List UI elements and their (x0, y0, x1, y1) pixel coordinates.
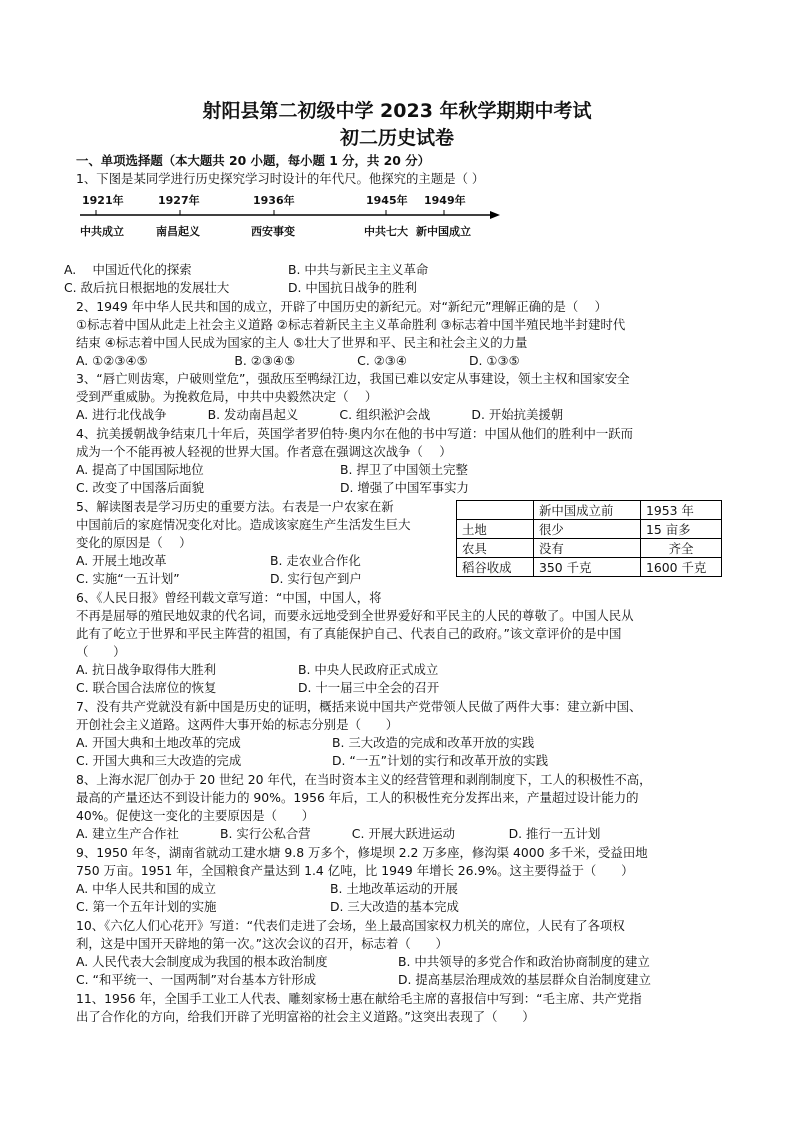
q5-option-a: A. 开展土地改革 (76, 553, 167, 568)
table-cell: 没有 (534, 539, 641, 558)
q8-line: 最高的产量还达不到设计能力的 90%。1956 年后，工人的积极性充分发挥出来，产量超过设计能力的 (76, 790, 639, 805)
table-cell: 15 亩多 (641, 520, 722, 539)
q6-line: 此有了屹立于世界和平民主阵营的祖国，有了真能保护自己、代表自己的政府。”该文章评价的是中国 (76, 626, 622, 641)
timeline-year: 1945年 (366, 194, 408, 207)
q1-option-c: C. 敌后抗日根据地的发展壮大 (64, 280, 230, 295)
timeline-year: 1949年 (424, 194, 466, 207)
q2-line: 2、1949 年中华人民共和国的成立，开辟了中国历史的新纪元。对“新纪元”理解正确的是（ ） (76, 299, 607, 314)
q1-option-b: B. 中共与新民主主义革命 (288, 262, 429, 277)
q4-option-b: B. 捍卫了中国领土完整 (340, 462, 468, 477)
table-cell: 1600 千克 (641, 558, 722, 577)
q3-line: 3、“唇亡则齿寒，户破则堂危”，强敌压至鸭绿江边，我国已难以安定从事建设，领土主权和国家安全 (76, 371, 630, 386)
q10-option-a: A. 人民代表大会制度成为我国的根本政治制度 (76, 954, 328, 969)
q11-line: 出了合作化的方向，给我们开辟了光明富裕的社会主义道路。”这突出表现了（ ） (76, 1009, 535, 1024)
timeline-event: 南昌起义 (156, 225, 200, 238)
q1-option-a: A. 中国近代化的探索 (64, 262, 192, 277)
q6-option-a: A. 抗日战争取得伟大胜利 (76, 662, 217, 677)
q4-option-a: A. 提高了中国国际地位 (76, 462, 204, 477)
exam-title: 射阳县第二初级中学 2023 年秋学期期中考试 (202, 100, 592, 122)
q5-option-d: D. 实行包产到户 (270, 571, 362, 586)
timeline-event: 新中国成立 (416, 225, 471, 238)
q9-option-d: D. 三大改造的基本完成 (330, 899, 459, 914)
q5-line: 中国前后的家庭情况变化对比。造成该家庭生产生活发生巨大 (76, 517, 411, 532)
q6-option-b: B. 中央人民政府正式成立 (298, 662, 439, 677)
table-cell: 齐全 (641, 539, 722, 558)
table-header-row (457, 501, 722, 520)
q2-line: ①标志着中国从此走上社会主义道路 ②标志着新民主主义革命胜利 ③标志着中国半殖民地半封建时代 (76, 317, 626, 332)
table-cell: 农具 (457, 539, 534, 558)
q10-option-c: C. “和平统一、一国两制”对台基本方针形成 (76, 972, 317, 987)
table-cell: 新中国成立前 (534, 501, 641, 520)
table-row (457, 520, 722, 539)
q8-options: A. 建立生产合作社 B. 实行公私合营 C. 开展大跃进运动 D. 推行一五计划 (76, 826, 601, 841)
q7-option-d: D. “一五”计划的实行和改革开放的实践 (332, 753, 549, 768)
q1-stem: 1、下图是某同学进行历史探究学习时设计的年代尺。他探究的主题是（ ） (76, 171, 485, 186)
q5-line: 变化的原因是（ ） (76, 535, 192, 550)
family-comparison-table (456, 500, 722, 577)
q2-line: 结束 ④标志着中国人民成为国家的主人 ⑤壮大了世界和平、民主和社会主义的力量 (76, 335, 528, 350)
q9-line: 9、1950 年冬，湖南省就动工建水塘 9.8 万多个，修堤坝 2.2 万多座，修沟渠 4000 多千米，受益田地 (76, 845, 648, 860)
q6-line: 6、《人民日报》曾经刊载文章写道：“中国，中国人，将 (76, 590, 382, 605)
table-cell: 很少 (534, 520, 641, 539)
timeline-event: 中共七大 (364, 225, 408, 238)
q7-line: 开创社会主义道路。这两件大事开始的标志分别是（ ） (76, 717, 399, 732)
table-cell: 稻谷收成 (457, 558, 534, 577)
q4-line: 4、抗美援朝战争结束几十年后，英国学者罗伯特·奥内尔在他的书中写道：中国从他们的胜利中一跃而 (76, 426, 634, 441)
q2-options: A. ①②③④⑤ B. ②③④⑤ C. ②③④ D. ①③⑤ (76, 353, 520, 368)
q10-option-d: D. 提高基层治理成效的基层群众自治制度建立 (398, 972, 651, 987)
table-cell (457, 501, 534, 520)
exam-subtitle: 初二历史试卷 (339, 127, 454, 149)
q9-option-a: A. 中华人民共和国的成立 (76, 881, 217, 896)
table-cell: 土地 (457, 520, 534, 539)
q9-line: 750 万亩。1951 年，全国粮食产量达到 1.4 亿吨，比 1949 年增长 26.9%。这主要得益于（ ） (76, 863, 634, 878)
q6-line: 不再是屈辱的殖民地奴隶的代名词，而要永远地受到全世界爱好和平民主的人民的尊敬了。中国人民从 (76, 608, 634, 623)
table-row (457, 558, 722, 577)
q7-option-a: A. 开国大典和土地改革的完成 (76, 735, 241, 750)
timeline-event: 中共成立 (80, 225, 124, 238)
q10-line: 10、《六亿人们心花开》写道：“代表们走进了会场，坐上最高国家权力机关的席位，人民有了各项权 (76, 918, 625, 933)
q9-option-b: B. 土地改革运动的开展 (330, 881, 458, 896)
timeline-year: 1921年 (82, 194, 124, 207)
q5-option-b: B. 走农业合作化 (270, 553, 361, 568)
q10-option-b: B. 中共领导的多党合作和政治协商制度的建立 (398, 954, 650, 969)
timeline-year: 1936年 (253, 194, 295, 207)
timeline-year: 1927年 (158, 194, 200, 207)
timeline-event: 西安事变 (251, 225, 295, 238)
q8-line: 8、上海水泥厂创办于 20 世纪 20 年代，在当时资本主义的经营管理和剥削制度下，工人的积极性不高， (76, 772, 652, 787)
arrow-head-icon (490, 211, 500, 219)
section-heading: 一、单项选择题（本大题共 20 小题，每小题 1 分，共 20 分） (76, 153, 430, 168)
q5-line: 5、解读图表是学习历史的重要方法。右表是一户农家在新 (76, 499, 394, 514)
q6-line: （ ） (76, 644, 126, 659)
q6-option-c: C. 联合国合法席位的恢复 (76, 680, 217, 695)
q3-options: A. 进行北伐战争 B. 发动南昌起义 C. 组织淞沪会战 D. 开始抗美援朝 (76, 407, 564, 422)
table-cell: 350 千克 (534, 558, 641, 577)
q4-line: 成为一个不能再被人轻视的世界大国。作者意在强调这次战争（ ） (76, 444, 452, 459)
q4-option-d: D. 增强了中国军事实力 (340, 480, 469, 495)
table-cell: 1953 年 (641, 501, 722, 520)
q11-line: 11、1956 年，全国手工业工人代表、雕刻家杨士惠在献给毛主席的喜报信中写到：“毛主席、共产党指 (76, 991, 642, 1006)
q8-line: 40%。促使这一变化的主要原因是（ ） (76, 808, 315, 823)
q4-option-c: C. 改变了中国落后面貌 (76, 480, 205, 495)
table-row (457, 539, 722, 558)
q6-option-d: D. 十一届三中全会的召开 (298, 680, 440, 695)
q7-line: 7、没有共产党就没有新中国是历史的证明，概括来说中国共产党带领人民做了两件大事：建立新中国、 (76, 699, 642, 714)
q1-option-d: D. 中国抗日战争的胜利 (288, 280, 417, 295)
q9-option-c: C. 第一个五年计划的实施 (76, 899, 217, 914)
q5-option-c: C. 实施“一五计划” (76, 571, 180, 586)
q7-option-b: B. 三大改造的完成和改革开放的实践 (332, 735, 535, 750)
q7-option-c: C. 开国大典和三大改造的完成 (76, 753, 242, 768)
q10-line: 利，这是中国开天辟地的第一次。”这次会议的召开，标志着（ ） (76, 936, 448, 951)
timeline-figure (76, 190, 506, 245)
q3-line: 受到严重威胁。为挽救危局，中共中央毅然决定（ ） (76, 389, 378, 404)
